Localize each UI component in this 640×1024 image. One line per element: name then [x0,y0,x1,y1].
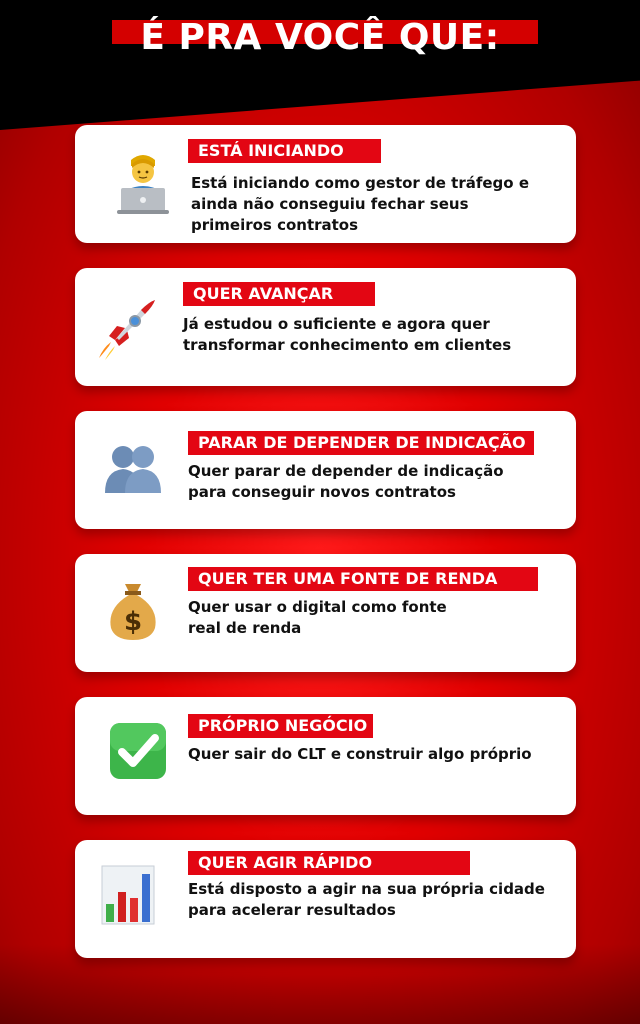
card-quer-avancar [75,268,576,386]
people-silhouette-icon [101,437,165,501]
rocket-icon [95,296,159,360]
card-description: Está disposto a agir na sua própria cidade para acelerar resultados [188,880,545,919]
card-description: Quer parar de depender de indicação para conseguir novos contratos [188,462,504,501]
svg-text:$: $ [123,607,143,637]
check-mark-icon [106,719,170,783]
card-fonte-de-renda [75,554,576,672]
card-description: Está iniciando como gestor de tráfego e ainda não conseguiu fechar seus primeiros contratos [191,174,529,234]
card-tag: QUER TER UMA FONTE DE RENDA [188,567,538,591]
card-tag: PRÓPRIO NEGÓCIO [188,714,373,738]
card-proprio-negocio [75,697,576,815]
card-tag: QUER AVANÇAR [183,282,375,306]
money-bag-icon [101,578,165,642]
card-tag: PARAR DE DEPENDER DE INDICAÇÃO [188,431,534,455]
card-esta-iniciando [75,125,576,243]
person-laptop-icon [111,152,175,216]
card-parar-de-depender [75,411,576,529]
card-description: Quer sair do CLT e construir algo próprio [188,745,532,763]
card-quer-agir-rapido [75,840,576,958]
header [0,12,640,64]
page-title: É PRA VOCÊ QUE: [140,17,500,58]
card-description: Já estudou o suficiente e agora quer transformar conhecimento em clientes [183,315,512,354]
card-tag: ESTÁ INICIANDO [188,139,381,163]
card-tag: QUER AGIR RÁPIDO [188,851,470,875]
card-description: Quer usar o digital como fonte real de renda [188,598,447,637]
bar-chart-icon [96,862,160,926]
